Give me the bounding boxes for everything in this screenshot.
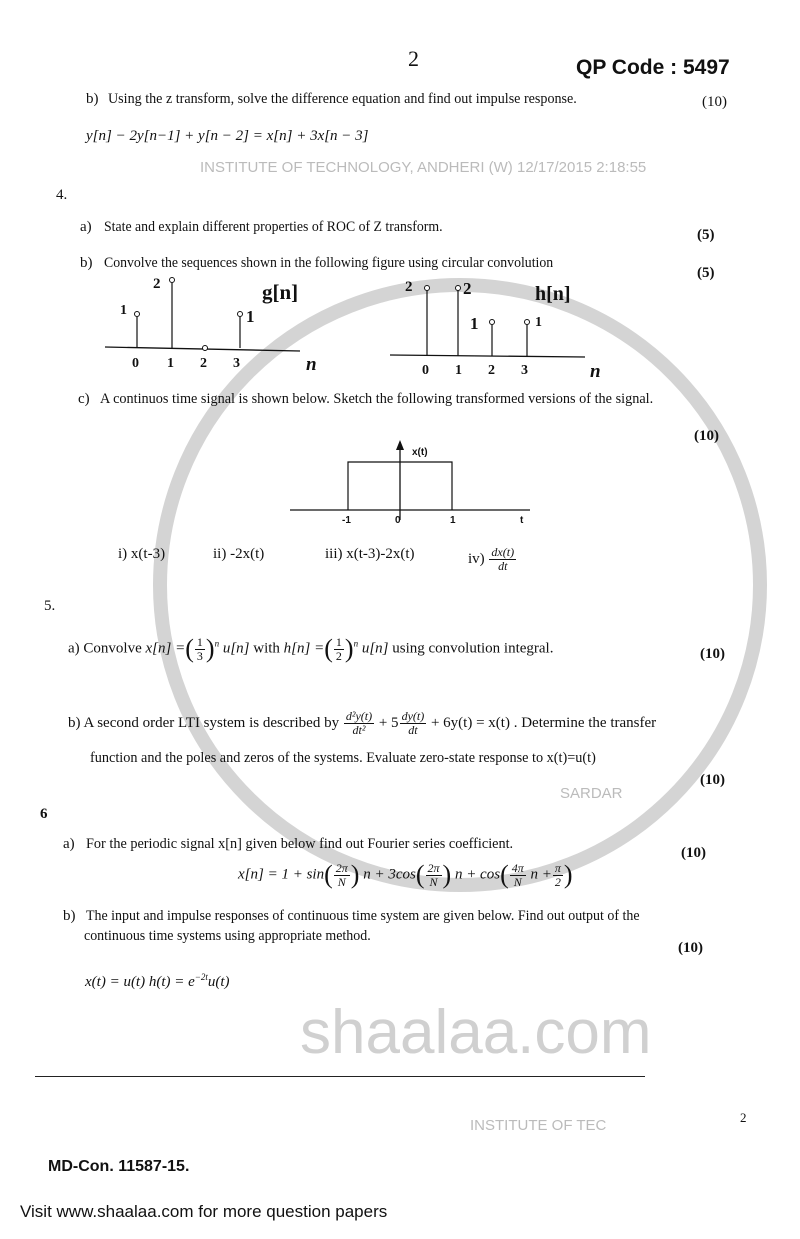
page-number: 2	[740, 1110, 747, 1125]
g-tick-3: 3	[233, 356, 240, 371]
page-mark: 2	[408, 46, 419, 71]
q4c-item-4-label: iv)	[468, 550, 485, 567]
g-axis-var: n	[306, 354, 317, 375]
q5b-label: b)	[68, 714, 81, 731]
q5a-x-exp: n	[214, 638, 220, 649]
q5a-post: using convolution integral.	[392, 640, 554, 657]
q5b-d1-den: dt	[408, 723, 418, 737]
q6a-text: For the periodic signal x[n] given below find out Fourier series coefficient.	[86, 836, 514, 852]
q4a-text: State and explain different properties of ROC of Z transform.	[104, 219, 443, 235]
q6b-label: b)	[63, 908, 76, 924]
q3b-marks: (10)	[702, 94, 727, 110]
q4c-marks: (10)	[694, 428, 719, 444]
q6b-line2: continuous time systems using appropriate method.	[84, 928, 371, 944]
signal-label: x(t)	[412, 447, 428, 458]
q3b-text: Using the z transform, solve the difference equation and find out impulse response.	[108, 91, 577, 107]
q4a-marks: (5)	[697, 227, 715, 243]
q5a-with: with	[253, 640, 280, 657]
q6b-eq-end: u(t)	[207, 974, 230, 990]
q4b-marks: (5)	[697, 265, 715, 281]
arrow-up-icon	[396, 440, 404, 450]
q4c-item-3: iii) x(t-3)-2x(t)	[325, 546, 415, 562]
q4c-label: c)	[78, 391, 90, 407]
q6b-eq-main: x(t) = u(t) h(t) = e	[85, 974, 195, 990]
q4-number: 4.	[56, 187, 68, 203]
g-title: g[n]	[262, 280, 299, 304]
h-value-label-1: 2	[463, 279, 472, 298]
q5a-h-num: 1	[335, 634, 342, 649]
q3b-label: b)	[86, 91, 99, 107]
q4c-item-2: ii) -2x(t)	[213, 546, 265, 562]
visit-link[interactable]: Visit www.shaalaa.com for more question papers	[20, 1202, 388, 1221]
q5a-x-den: 3	[196, 648, 203, 663]
q4c-item-4	[468, 546, 517, 573]
q5b	[68, 710, 656, 737]
q5b-d2-num: d²y(t)	[345, 709, 373, 723]
q5b-marks: (10)	[700, 772, 725, 788]
h-tick-3: 3	[521, 363, 528, 378]
h-title: h[n]	[535, 283, 571, 305]
signal-axis-var: t	[520, 515, 524, 526]
signal-tick-0: 0	[395, 515, 401, 526]
h-axis-var: n	[590, 361, 601, 382]
watermark-stamp-2: SARDAR	[560, 785, 623, 802]
derivative-den: dt	[498, 559, 508, 573]
g-value-label-1: 2	[153, 276, 161, 292]
q5-number: 5.	[44, 598, 56, 614]
q6a-eq-mid2: n + cos	[454, 866, 501, 883]
q6a-f4-num: π	[554, 860, 561, 875]
q5a-h-lhs: h[n] =	[283, 640, 325, 657]
q5b-d2-den: dt²	[352, 723, 366, 737]
q6a-label: a)	[63, 836, 75, 852]
qp-code: QP Code : 5497	[576, 56, 730, 79]
q5b-rest: + 6y(t) = x(t) . Determine the transfer	[430, 714, 657, 731]
q6a-eq-mid3: n +	[530, 866, 552, 883]
q4c-item-1: i) x(t-3)	[118, 546, 166, 562]
q4a-label: a)	[80, 219, 92, 235]
h-tick-0: 0	[422, 363, 429, 378]
q3b-equation: y[n] − 2y[n−1] + y[n − 2] = x[n] + 3x[n − 3]	[86, 128, 369, 144]
derivative-num: dx(t)	[491, 545, 515, 559]
q5a-x-num: 1	[196, 634, 203, 649]
q5a-h-u: u[n]	[361, 640, 389, 657]
watermark-stamp: INSTITUTE OF TECHNOLOGY, ANDHERI (W) 12/17/2015 2:18:55	[200, 159, 647, 176]
g-tick-1: 1	[167, 356, 174, 371]
q5a-h-den: 2	[335, 648, 342, 663]
watermark-stamp-3: INSTITUTE OF TEC	[470, 1117, 607, 1134]
q5b-pre: A second order LTI system is described by	[83, 714, 340, 731]
q5a-x-lhs: x[n] =	[145, 640, 186, 657]
q6a-f3-den: N	[513, 874, 522, 889]
q6b-text: The input and impulse responses of continuous time system are given below. Find out output of the	[86, 908, 640, 924]
q4c-text: A continuos time signal is shown below. Sketch the following transformed versions of the signal.	[100, 391, 654, 407]
q5a-x-u: u[n]	[222, 640, 250, 657]
q5a-marks: (10)	[700, 646, 725, 662]
doc-code: MD-Con. 11587-15.	[48, 1158, 190, 1175]
q6a-f2-den: N	[429, 874, 438, 889]
q4b-text: Convolve the sequences shown in the following figure using circular convolution	[104, 255, 554, 271]
q6a-eq-mid1: n + 3cos	[363, 866, 416, 883]
q6b-marks: (10)	[678, 940, 703, 956]
q5a: a) Convolve x[n] =( $\frac{1}{3}$ )$^n$ u[n] with h[n] =( $\frac{1}{2}$ )$^n$ u[n] using convolution integral.	[68, 634, 554, 663]
q6b-equation	[85, 972, 230, 991]
q5a-h-exp: n	[353, 638, 359, 649]
h-tick-2: 2	[488, 363, 495, 378]
g-tick-0: 0	[132, 356, 139, 371]
q6a-eq-lhs: x[n] = 1 + sin	[238, 866, 325, 883]
q5a-label: a)	[68, 640, 80, 657]
q5b-d1-num: dy(t)	[401, 709, 425, 723]
q6a-marks-value: (10)	[681, 845, 706, 861]
q6a-f2-num: 2π	[427, 860, 440, 875]
signal-tick-neg1: -1	[342, 515, 351, 526]
q4b-label: b)	[80, 255, 93, 271]
q6a-equation: x[n] = 1 + sin( $\frac{2\pi}{N}$ ) n + 3cos( $\frac{2\pi}{N}$ ) n + cos( $\frac{4\pi}{N}$ n + $\frac{\pi}{2}$ )	[238, 860, 573, 889]
q5b-plus5: + 5	[378, 714, 399, 731]
h-tick-1: 1	[455, 363, 462, 378]
q6a-f3-num: 4π	[511, 860, 524, 875]
g-tick-2: 2	[200, 356, 207, 371]
signal-tick-1: 1	[450, 515, 456, 526]
q6a-f1-num: 2π	[335, 860, 348, 875]
h-value-label-3: 1	[535, 315, 542, 330]
q5a-pre: Convolve	[83, 640, 142, 657]
q6a-f4-den: 2	[554, 874, 561, 889]
q6b-eq-exp: −2t	[194, 972, 208, 982]
q5b-line2: function and the poles and zeros of the systems. Evaluate zero-state response to x(t)=u(t)	[90, 750, 596, 766]
q6-number: 6	[40, 806, 48, 822]
q6a-f1-den: N	[337, 874, 346, 889]
h-value-label-2: 1	[470, 314, 479, 333]
h-value-label-0: 2	[405, 279, 413, 295]
g-value-label-0: 1	[120, 303, 127, 318]
footer-divider	[35, 1076, 645, 1077]
g-value-label-3: 1	[246, 307, 255, 326]
watermark-site: shaalaa.com	[300, 998, 652, 1067]
